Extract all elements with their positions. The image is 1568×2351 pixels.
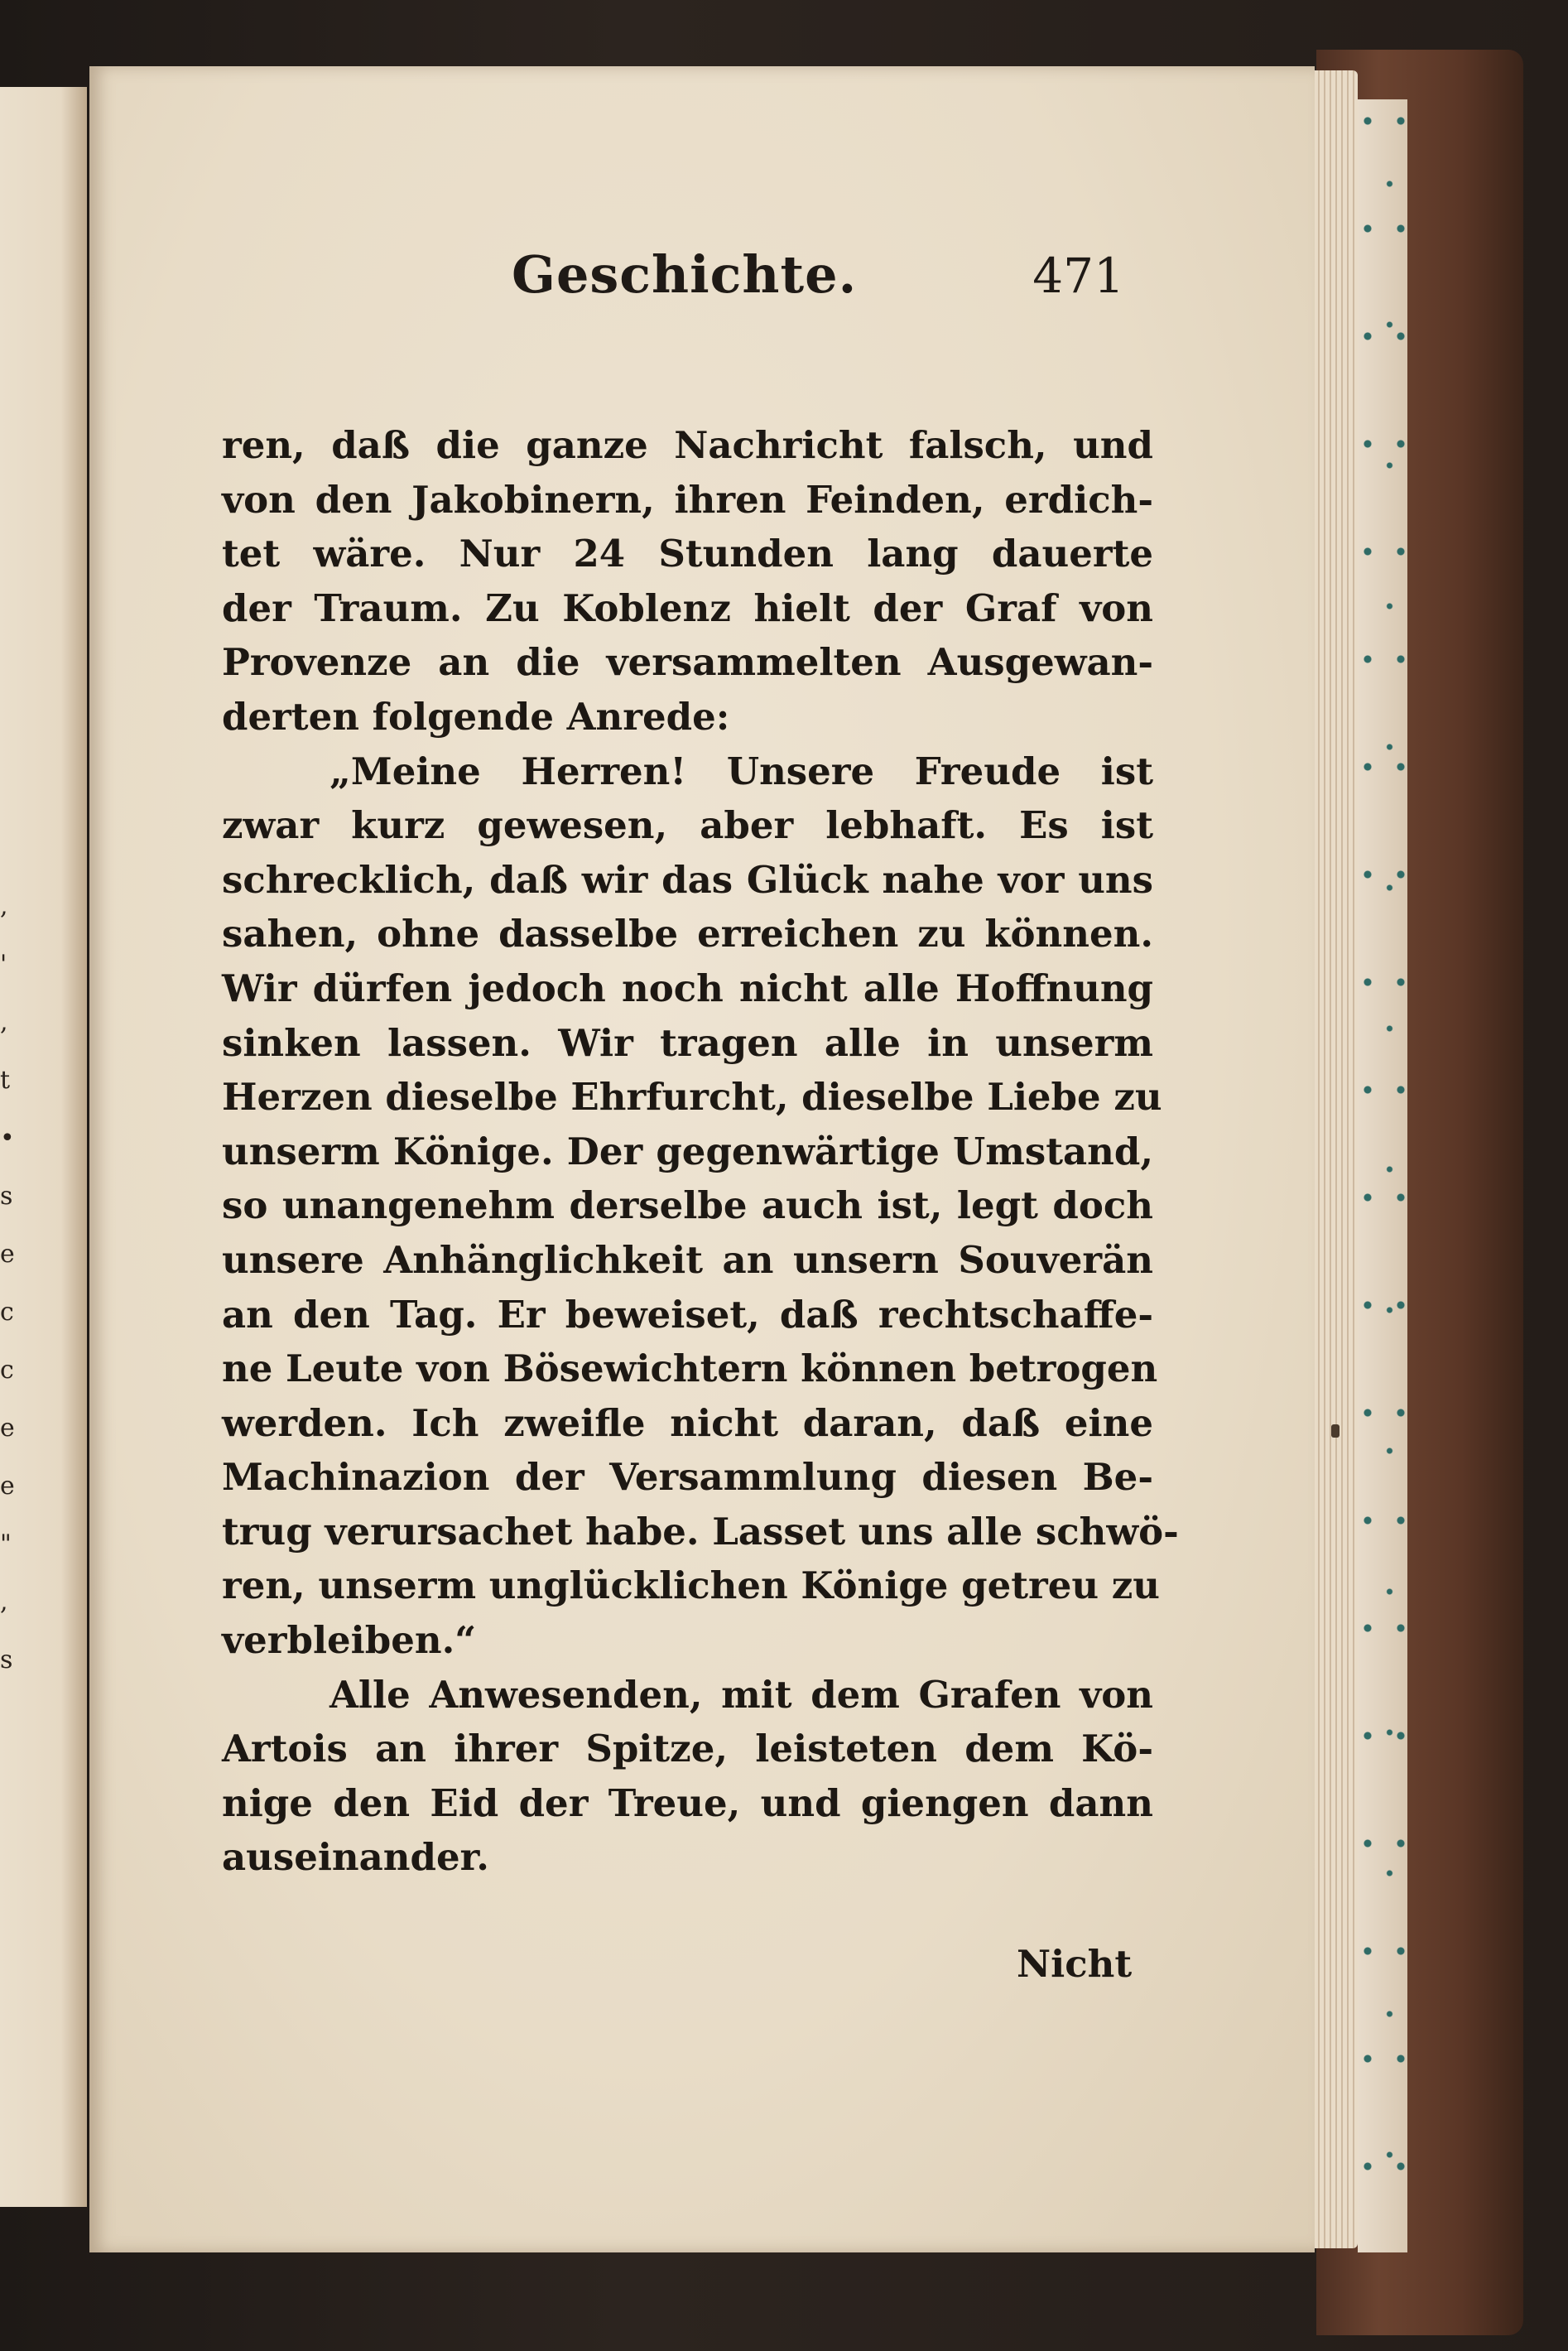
page-header — [512, 244, 1141, 327]
text-line: sinken lassen. Wir tragen alle in unserm — [222, 1020, 1153, 1065]
text-line: verbleiben.“ — [222, 1618, 477, 1663]
text-line: Wir dürfen jedoch noch nicht alle Hoffnung — [222, 966, 1153, 1010]
left-mark: , — [0, 1008, 8, 1037]
marbled-endpaper — [1358, 99, 1407, 2252]
text-line: derten folgende Anrede: — [222, 694, 730, 739]
text-line: werden. Ich zweifle nicht daran, daß eine — [222, 1400, 1153, 1445]
text-line: sahen, ohne dasselbe erreichen zu können. — [222, 912, 1153, 956]
text-line: Artois an ihrer Spitze, leisteten dem Kö- — [222, 1727, 1153, 1771]
ink-spot — [1331, 1424, 1340, 1438]
text-line: der Traum. Zu Koblenz hielt der Graf von — [222, 585, 1153, 630]
left-mark: c — [0, 1356, 14, 1385]
text-line: unsere Anhänglichkeit an unsern Souverän — [222, 1237, 1153, 1282]
left-mark: c — [0, 1298, 14, 1327]
left-page-marks — [0, 878, 33, 1689]
text-line: tet wäre. Nur 24 Stunden lang dauerte — [222, 532, 1153, 576]
text-line: ren, unserm unglücklichen Könige getreu zu — [222, 1563, 1160, 1608]
text-line: Alle Anwesenden, mit dem Grafen von — [329, 1672, 1153, 1717]
text-line: auseinander. — [222, 1835, 489, 1880]
text-line: „Meine Herren! Unsere Freude ist — [329, 749, 1153, 793]
left-mark: s — [0, 1645, 13, 1674]
text-line: nige den Eid der Treue, und giengen dann — [222, 1780, 1153, 1825]
left-mark: ' — [0, 950, 7, 979]
book-page — [89, 66, 1315, 2252]
body-text — [222, 418, 1179, 1885]
text-line: schrecklich, daß wir das Glück nahe vor uns — [222, 857, 1153, 902]
left-mark: e — [0, 1472, 15, 1501]
text-line: so unangenehm derselbe auch ist, legt doch — [222, 1183, 1153, 1228]
page-edges — [1308, 70, 1358, 2248]
text-line: zwar kurz gewesen, aber lebhaft. Es ist — [222, 803, 1153, 848]
left-mark: • — [0, 1124, 15, 1153]
text-line: an den Tag. Er beweiset, daß rechtschaffe- — [222, 1292, 1153, 1337]
left-mark: e — [0, 1414, 15, 1443]
running-head: Geschichte. — [512, 244, 858, 305]
left-mark: , — [0, 892, 8, 921]
left-mark: e — [0, 1240, 15, 1269]
text-line: ne Leute von Bösewichtern können betrogen — [222, 1347, 1158, 1391]
text-line: unserm Könige. Der gegenwärtige Umstand, — [222, 1129, 1153, 1173]
text-line: Machinazion der Versammlung diesen Be- — [222, 1455, 1153, 1500]
text-line: trug verursachet habe. Lasset uns alle schwö- — [222, 1509, 1179, 1554]
text-line: Provenze an die versammelten Ausgewan- — [222, 640, 1153, 685]
left-mark: , — [0, 1587, 8, 1616]
text-line: von den Jakobinern, ihren Feinden, erdich- — [222, 477, 1153, 522]
text-line: Herzen dieselbe Ehrfurcht, dieselbe Liebe zu — [222, 1075, 1162, 1120]
left-mark: t — [0, 1066, 11, 1095]
left-mark: s — [0, 1182, 13, 1211]
page-number: 471 — [1032, 248, 1124, 304]
text-line: ren, daß die ganze Nachricht falsch, und — [222, 423, 1153, 467]
catchword: Nicht — [1017, 1942, 1133, 1986]
left-mark: " — [0, 1530, 12, 1559]
